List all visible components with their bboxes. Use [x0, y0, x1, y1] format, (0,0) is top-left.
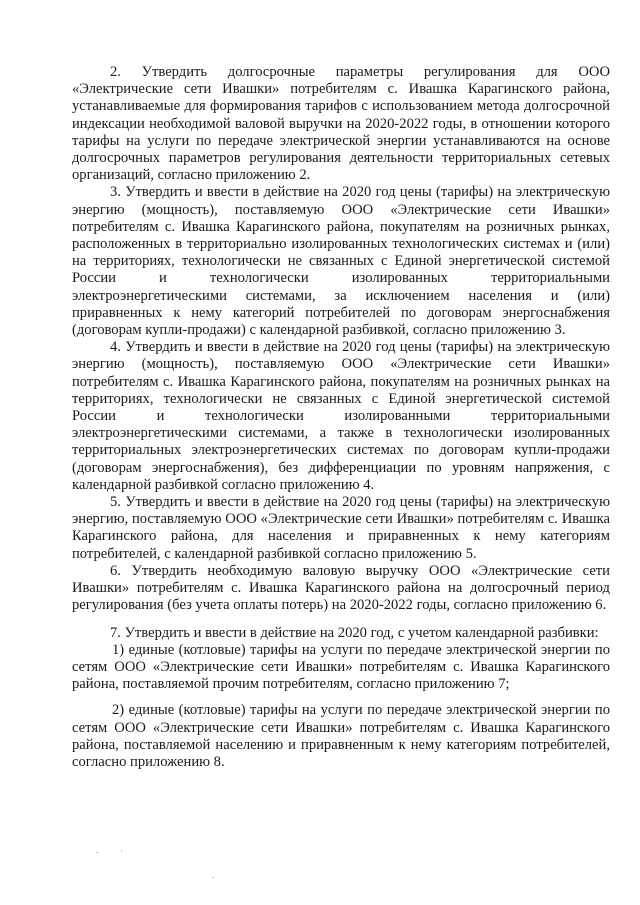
- paragraph-6: 6. Утвердить необходимую валовую выручку ООО «Электрические сети Ивашки» потребителям с. Ивашка Карагинского района на долгосрочный период регулирования (без учета оплаты потерь) на 2020-2022 годы, согласно приложению 6.: [72, 562, 610, 614]
- subitem-7-1: 1) единые (котловые) тарифы на услуги по передаче электрической энергии по сетям ООО «Электрические сети Ивашки» потребителям с. Ивашка Карагинского района, поставляемой прочим потребителям, согласно приложению 7;: [72, 641, 610, 693]
- paragraph-3: 3. Утвердить и ввести в действие на 2020 год цены (тарифы) на электрическую энергию (мощность), поставляемую ООО «Электрические сети Ивашки» потребителям с. Ивашка Карагинского района, покупателям на розничных рынках, расположенных в территориально изолированных технологических системах и (или) на территориях, технологически не связанных с Единой энергетической системой России и технологически изолированных территориальными электроэнергетическими системами, за исключением населения и (или) приравненных к нему категорий потребителей по договорам энергоснабжения (договорам купли-продажи) с календарной разбивкой, согласно приложению 3.: [72, 184, 610, 339]
- subitem-7-2: 2) единые (котловые) тарифы на услуги по передаче электрической энергии по сетям ООО «Электрические сети Ивашки» потребителям с. Ивашка Карагинского района, поставляемой населению и приравненным к нему категориям потребителей, согласно приложению 8.: [72, 702, 610, 770]
- paragraph-7: 7. Утвердить и ввести в действие на 2020 год, с учетом календарной разбивки:: [110, 624, 599, 641]
- scan-speck: [121, 850, 122, 852]
- paragraph-2: 2. Утвердить долгосрочные параметры регулирования для ООО «Электрические сети Ивашки» потребителям с. Ивашка Карагинского района, устанавливаемые для формирования тарифов с использованием метода долгосрочной индексации необходимой валовой выручки на 2020-2022 годы, в отношении которого тарифы на услуги по передаче электрической энергии устанавливаются на основе долгосрочных параметров регулирования деятельности территориальных сетевых организаций, согласно приложению 2.: [72, 64, 610, 184]
- document-body: [72, 64, 610, 771]
- scan-speck: [212, 877, 214, 878]
- scan-speck: [96, 852, 98, 853]
- paragraph-4: 4. Утвердить и ввести в действие на 2020 год цены (тарифы) на электрическую энергию (мощность), поставляемую ООО «Электрические сети Ивашки» потребителям с. Ивашка Карагинского района, покупателям на розничных рынках на территориях, технологически не связанных с Единой энергетической системой России и технологически изолированными территориальными электроэнергетическими системами, а также в технологически изолированных территориальных электроэнергетических системах по договорам купли-продажи (договорам энергоснабжения), без дифференциации по уровням напряжения, с календарной разбивкой согласно приложению 4.: [72, 339, 610, 493]
- paragraph-5: 5. Утвердить и ввести в действие на 2020 год цены (тарифы) на электрическую энергию, поставляемую ООО «Электрические сети Ивашки» потребителям с. Ивашка Карагинского района, для населения и приравненных к нему категориям потребителей, с календарной разбивкой согласно приложению 5.: [72, 494, 610, 562]
